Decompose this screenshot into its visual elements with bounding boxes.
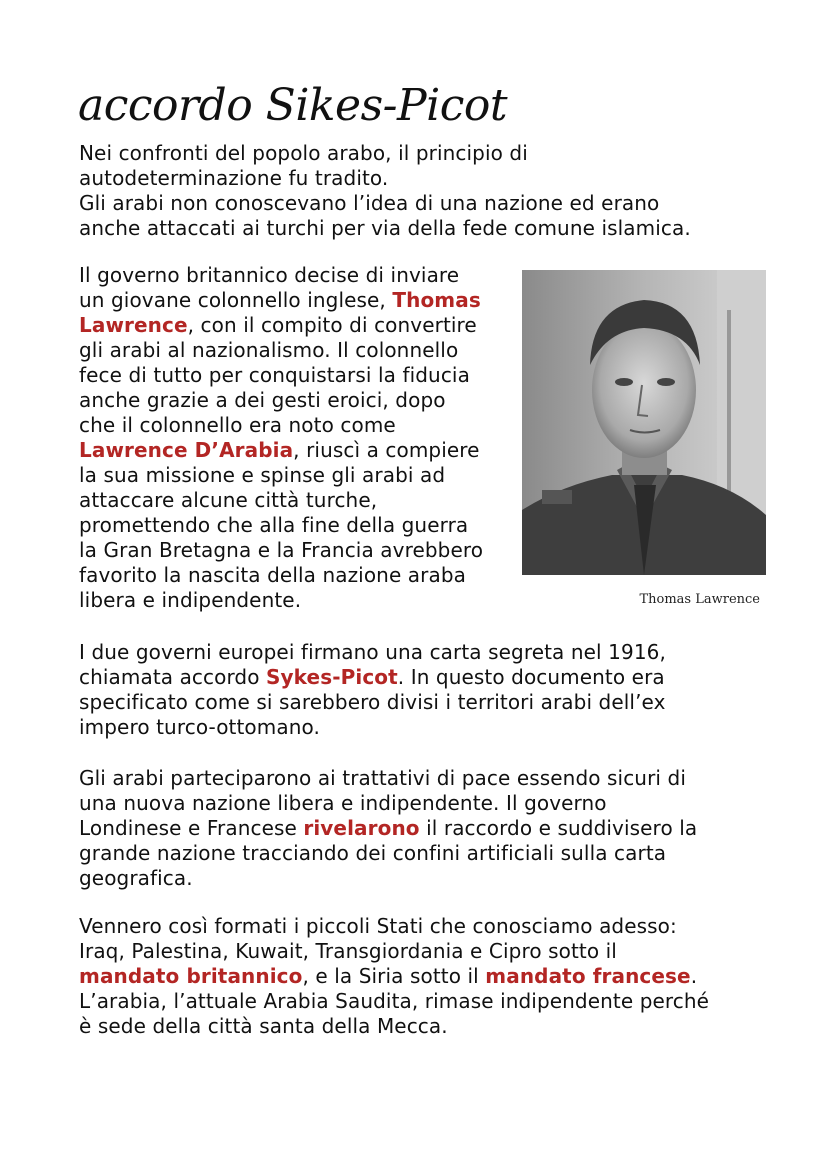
paragraph-peace-talks [79, 766, 759, 891]
text-line: Nei confronti del popolo arabo, il principio di [79, 141, 528, 165]
page-title: accordo Sikes-Picot [78, 80, 508, 131]
highlight-mandato-britannico: mandato britannico [79, 964, 303, 988]
text-line: gli arabi al nazionalismo. Il colonnello [79, 338, 459, 362]
highlight-thomas: Thomas [392, 288, 481, 312]
portrait-image [522, 270, 766, 575]
paragraph-sykes-picot [79, 640, 759, 740]
highlight-lawrence: Lawrence [79, 313, 188, 337]
text-line: geografica. [79, 866, 193, 890]
text-line [79, 288, 519, 313]
text-span: . [690, 964, 698, 988]
text-span: , riuscì a compiere [293, 438, 480, 462]
highlight-lawrence-darabia: Lawrence D’Arabia [79, 438, 294, 462]
text-line: libera e indipendente. [79, 588, 302, 612]
text-span: , e la Siria sotto il [302, 964, 486, 988]
text-span: Londinese e Francese [79, 816, 304, 840]
text-line: anche attaccati ai turchi per via della fede comune islamica. [79, 216, 691, 240]
text-line: Vennero così formati i piccoli Stati che conosciamo adesso: [79, 914, 677, 938]
highlight-mandato-francese: mandato francese [485, 964, 691, 988]
text-line: Il governo britannico decise di inviare [79, 263, 460, 287]
photo-caption: Thomas Lawrence [639, 592, 760, 607]
text-span: il raccordo e suddivisero la [419, 816, 698, 840]
highlight-rivelarono: rivelarono [303, 816, 420, 840]
text-line: I due governi europei firmano una carta segreta nel 1916, [79, 640, 666, 664]
text-line: favorito la nascita della nazione araba [79, 563, 466, 587]
text-span: . In questo documento era [397, 665, 665, 689]
text-line [79, 816, 759, 841]
text-line: impero turco-ottomano. [79, 715, 320, 739]
text-span: , con il compito di convertire [187, 313, 477, 337]
text-line: promettendo che alla fine della guerra [79, 513, 469, 537]
text-line [79, 438, 519, 463]
paragraph-states [79, 914, 769, 1039]
text-line: grande nazione tracciando dei confini artificiali sulla carta [79, 841, 667, 865]
text-line: che il colonnello era noto come [79, 413, 396, 437]
text-line [79, 964, 769, 989]
text-line: attaccare alcune città turche, [79, 488, 378, 512]
text-line [79, 313, 519, 338]
paragraph-intro [79, 141, 759, 241]
text-line: la Gran Bretagna e la Francia avrebbero [79, 538, 484, 562]
text-line: autodeterminazione fu tradito. [79, 166, 389, 190]
highlight-sykes-picot: Sykes-Picot [266, 665, 398, 689]
text-line: Gli arabi parteciparono ai trattativi di pace essendo sicuri di [79, 766, 686, 790]
text-line: specificato come si sarebbero divisi i territori arabi dell’ex [79, 690, 666, 714]
text-line: è sede della città santa della Mecca. [79, 1014, 448, 1038]
paragraph-lawrence [79, 263, 519, 613]
text-line: la sua missione e spinse gli arabi ad [79, 463, 446, 487]
text-line [79, 665, 759, 690]
text-line: una nuova nazione libera e indipendente. Il governo [79, 791, 607, 815]
text-line: Iraq, Palestina, Kuwait, Transgiordania e Cipro sotto il [79, 939, 617, 963]
text-span: chiamata accordo [79, 665, 267, 689]
text-span: un giovane colonnello inglese, [79, 288, 393, 312]
text-line: anche grazie a dei gesti eroici, dopo [79, 388, 446, 412]
portrait-photo [522, 270, 766, 575]
text-line: Gli arabi non conoscevano l’idea di una nazione ed erano [79, 191, 660, 215]
text-line: L’arabia, l’attuale Arabia Saudita, rimase indipendente perché [79, 989, 710, 1013]
text-line: fece di tutto per conquistarsi la fiducia [79, 363, 470, 387]
